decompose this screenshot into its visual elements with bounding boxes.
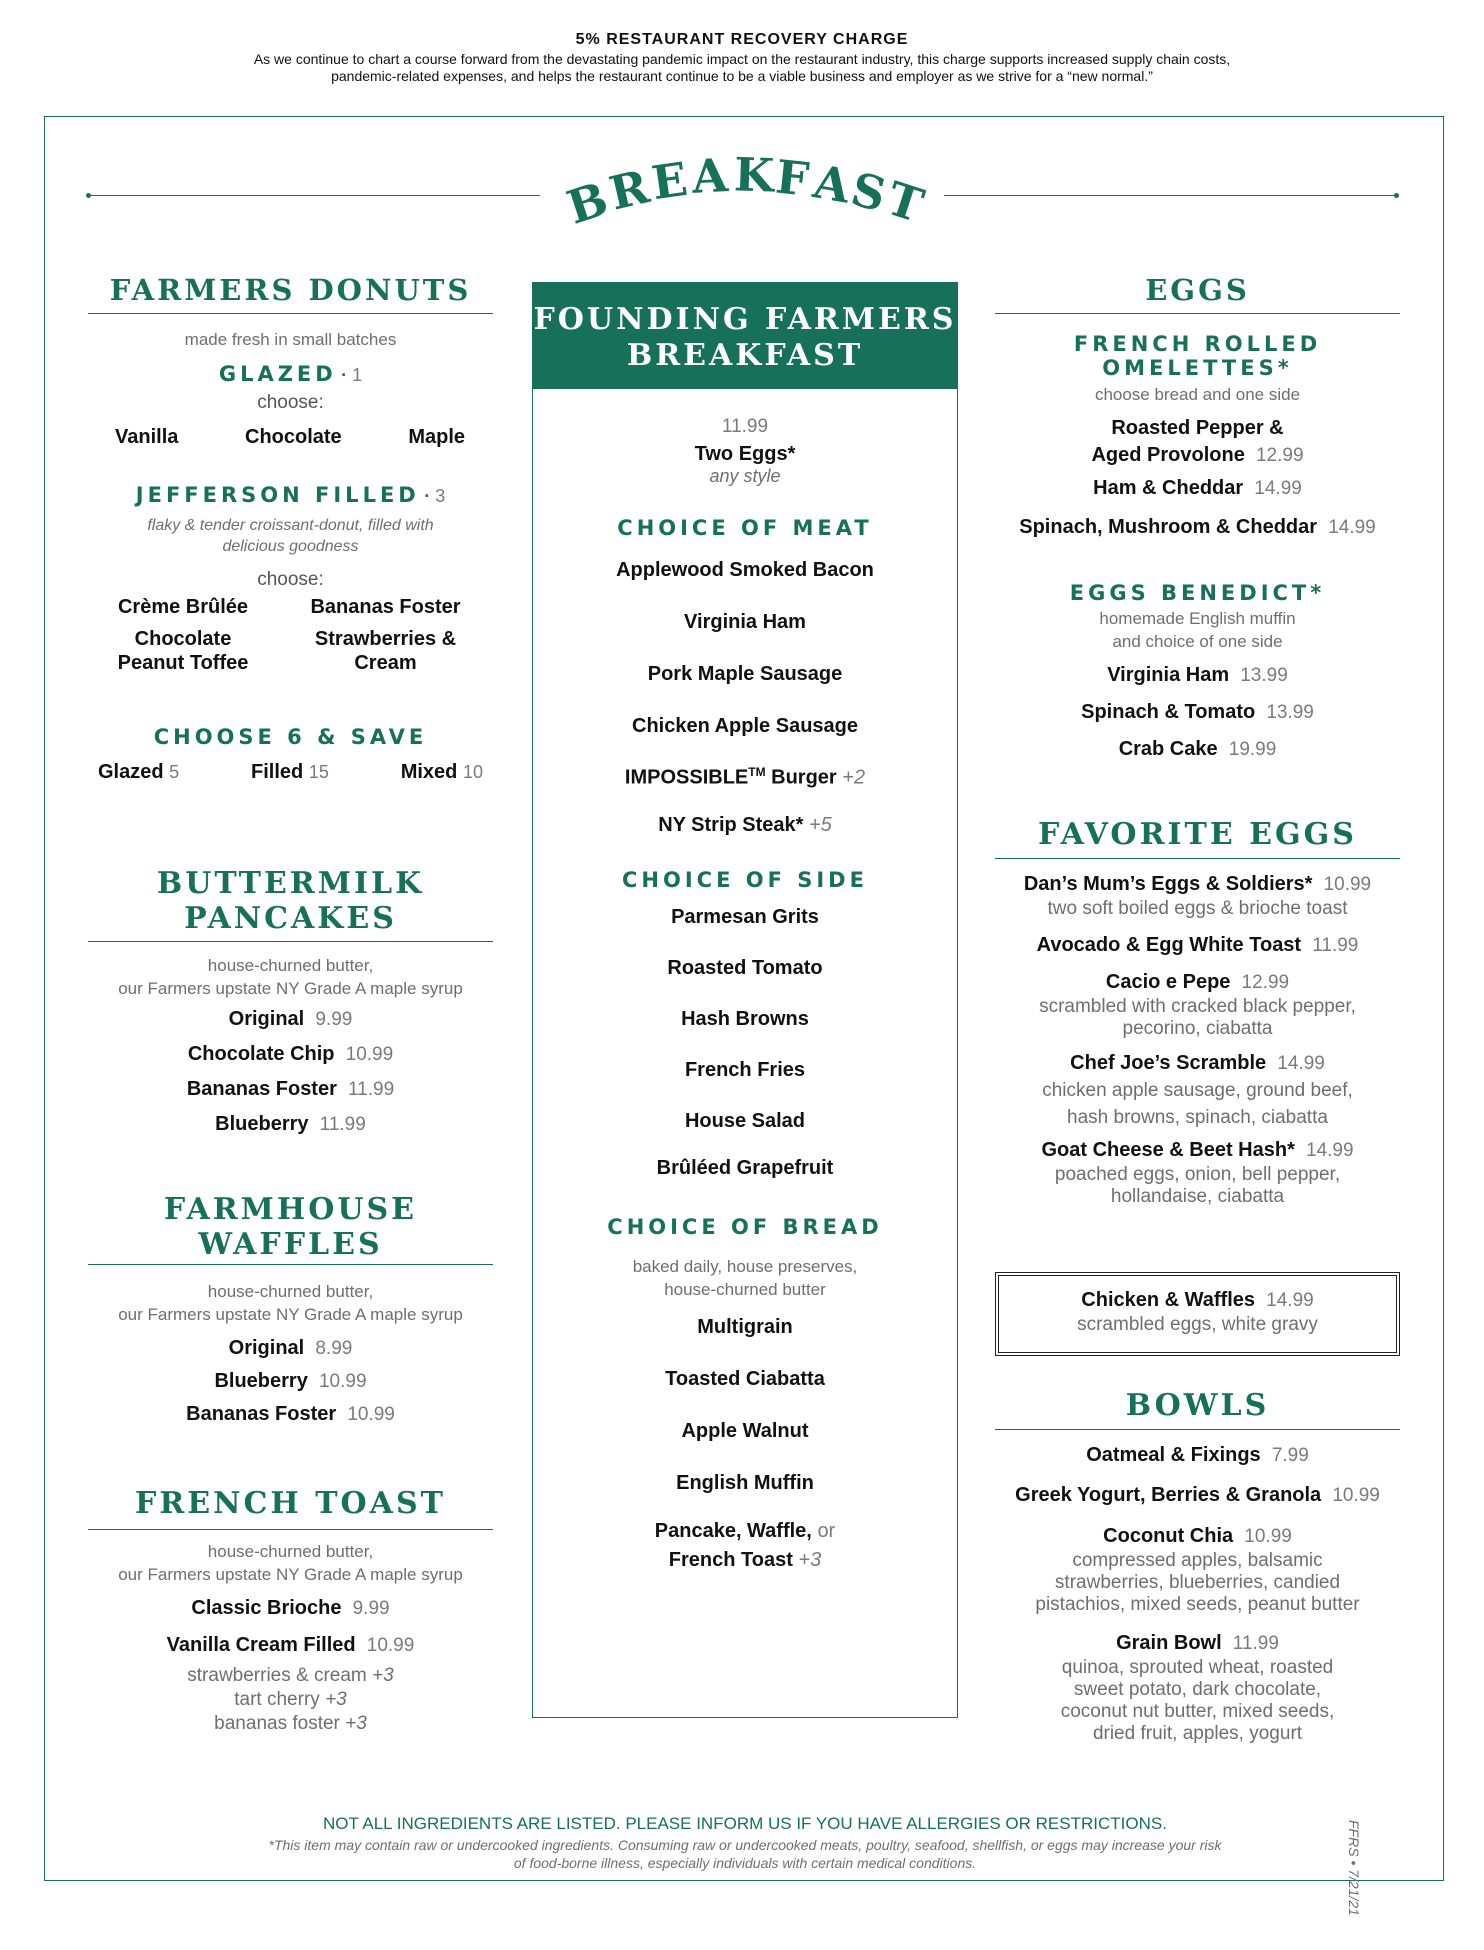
bowl-price: 11.99 [1232,1633,1279,1654]
side-item: French Fries [684,1058,806,1081]
founding-heading1: FOUNDING FARMERS [533,302,957,337]
waffles-desc2: our Farmers upstate NY Grade A maple syrup [118,1305,463,1324]
bowl-desc: quinoa, sprouted wheat, roasted [1061,1657,1334,1678]
warning-line2: of food-borne illness, especially individuals with certain medical conditions. [513,1855,977,1871]
waffles-desc1: house-churned butter, [207,1282,374,1301]
pancakes-rule [88,941,493,942]
eggs-rule [995,313,1400,314]
omelette-sub: choose bread and one side [1094,385,1301,404]
benedict-heading: EGGS BENEDICT* [1069,581,1326,605]
meat-item: Chicken Apple Sausage [632,715,858,737]
pancake-price: 11.99 [319,1114,366,1135]
waffles-section [88,1192,493,1431]
eggs-section [995,270,1400,768]
meat-item: Applewood Smoked Bacon [616,559,874,581]
omelette-price: 14.99 [1254,478,1302,499]
bowl-price: 10.99 [1244,1526,1292,1547]
bread-last2: French Toast [668,1548,793,1571]
chicken-waffles-box [995,1272,1400,1356]
bowl-item: Coconut Chia [1103,1525,1234,1547]
glazed-flavor: Vanilla [115,426,179,448]
bowl-price: 10.99 [1332,1485,1380,1506]
favorite-price: 14.99 [1277,1053,1325,1074]
omelette-heading1: FRENCH ROLLED [1073,332,1322,356]
waffle-item: Bananas Foster [186,1403,337,1425]
omelette-item: Roasted Pepper & [1111,417,1284,439]
meat-item: Pork Maple Sausage [647,663,843,685]
french-toast-addon: tart cherry [234,1689,320,1710]
french-toast-desc1: house-churned butter, [207,1542,374,1561]
omelette-item: Aged Provolone [1091,444,1245,466]
impossible-tm: TM [748,765,766,779]
favorite-desc: pecorino, ciabatta [1122,1018,1273,1039]
addon-price: +3 [325,1689,347,1710]
title-letter: S [845,161,892,223]
pancakes-heading2: PANCAKES [184,901,397,936]
benedict-sub2: and choice of one side [1112,632,1283,651]
bread-desc2: house-churned butter [664,1279,826,1299]
french-toast-price: 10.99 [366,1635,415,1656]
pancake-price: 11.99 [348,1079,395,1100]
title-dot-left [86,193,91,198]
founding-heading [532,282,958,389]
recovery-charge-note [0,31,1484,85]
favorite-rule [995,858,1400,859]
title-letter: R [604,159,654,221]
donuts-section: FARMERS DONUTS made fresh in small batches GLAZED · 1 choose: Vanilla Chocolate Maple JEFFERSON FILLED · 3 flaky & tender croissant-donut, filled with delicious goodness choose: Crème Brûlée Chocolate Peanut Toffee Bananas Foster Strawberries & Cream CHOOSE 6 & SAVE Glazed 5 Filled 15 Mixed 10 [88,270,493,784]
favorite-desc: hash browns, spinach, ciabatta [1067,1107,1328,1128]
title-letter: T [880,171,930,233]
pancakes-desc2: our Farmers upstate NY Grade A maple syrup [118,979,463,998]
side-item: Hash Browns [681,1007,809,1030]
favorite-desc: hollandaise, ciabatta [1110,1186,1285,1207]
side-item: Parmesan Grits [671,905,819,928]
filled-price: 3 [435,486,446,506]
bread-item: Toasted Ciabatta [665,1367,825,1390]
favorite-item: Dan’s Mum’s Eggs & Soldiers* [1023,873,1313,895]
save-label: CHOOSE 6 & SAVE [153,725,428,749]
pancakes-heading1: BUTTERMILK [156,866,425,901]
bowl-desc: pistachios, mixed seeds, peanut butter [1035,1594,1360,1615]
donuts-sub: made fresh in small batches [184,330,397,349]
title-rule-left [88,195,540,196]
meat-heading: CHOICE OF MEAT [617,516,873,540]
pancake-price: 10.99 [345,1044,394,1065]
favorite-price: 11.99 [1312,935,1359,956]
favorite-item: Cacio e Pepe [1105,971,1231,993]
favorite-heading: FAVORITE EGGS [1038,817,1357,852]
donuts-rule [88,313,493,314]
french-toast-item: Vanilla Cream Filled [166,1634,356,1656]
bowl-price: 7.99 [1271,1445,1309,1466]
side-heading: CHOICE OF SIDE [622,867,868,892]
impossible-price: +2 [842,766,866,789]
omelette-heading2: OMELETTES* [1102,356,1293,380]
bread-last1: Pancake, Waffle, [654,1519,812,1542]
bowl-desc: coconut nut butter, mixed seeds, [1060,1701,1335,1722]
glazed-choose: choose: [257,392,324,413]
filled-desc2: delicious goodness [222,538,359,555]
side-item: Brûléed Grapefruit [656,1156,834,1179]
favorite-price: 14.99 [1306,1140,1354,1161]
bowl-item: Oatmeal & Fixings [1086,1444,1261,1466]
waffle-price: 10.99 [347,1404,395,1425]
steak-price: +5 [809,813,832,836]
french-toast-section [88,1486,493,1736]
chicken-waffles-item: Chicken & Waffles [1081,1289,1256,1311]
omelette-item: Spinach, Mushroom & Cheddar [1019,516,1318,538]
title-dot-right [1394,193,1399,198]
bowl-desc: sweet potato, dark chocolate, [1073,1679,1322,1700]
benedict-price: 13.99 [1266,702,1314,723]
favorite-item: Chef Joe’s Scramble [1070,1052,1267,1074]
founding-style: any style [709,466,781,486]
favorite-desc: poached eggs, onion, bell pepper, [1054,1164,1341,1185]
waffles-heading1: FARMHOUSE [163,1192,418,1227]
save-price: 10 [462,762,483,782]
bowl-desc: strawberries, blueberries, candied [1054,1572,1341,1593]
save-item: Glazed [98,761,164,783]
omelette-price: 14.99 [1328,517,1376,538]
favorite-price: 12.99 [1241,972,1290,993]
glazed-flavor: Maple [408,426,465,448]
founding-heading2: BREAKFAST [626,338,864,373]
filled-flavor: Chocolate [134,628,232,650]
bread-item: Multigrain [697,1315,793,1338]
french-toast-price: 9.99 [352,1598,390,1619]
title-letter: A [809,154,855,214]
meat-item: Virginia Ham [684,611,806,633]
chicken-waffles-price: 14.99 [1266,1290,1314,1311]
filled-flavor: Bananas Foster [310,596,461,618]
warning-line1: *This item may contain raw or undercooked ingredients. Consuming raw or undercooked meats, poultry, seafood, shellfish, or eggs may increase your risk [268,1837,1222,1853]
waffle-price: 8.99 [315,1338,353,1359]
benedict-price: 19.99 [1228,739,1277,760]
glazed-flavor: Chocolate [245,426,342,448]
favorite-price: 10.99 [1323,874,1372,895]
pancake-price: 9.99 [315,1009,353,1030]
bowl-item: Greek Yogurt, Berries & Granola [1015,1484,1322,1506]
benedict-item: Spinach & Tomato [1081,701,1256,723]
steak-item: NY Strip Steak* [658,813,804,836]
waffle-price: 10.99 [318,1371,367,1392]
bread-desc1: baked daily, house preserves, [632,1256,858,1276]
bowl-item: Grain Bowl [1116,1632,1222,1654]
title-letter: B [560,171,615,235]
benedict-sub1: homemade English muffin [1099,609,1296,628]
save-price: 15 [308,762,329,782]
french-toast-item: Classic Brioche [191,1597,342,1619]
favorite-desc: two soft boiled eggs & brioche toast [1047,898,1348,919]
bread-item: Apple Walnut [681,1419,809,1442]
waffle-item: Original [228,1337,305,1359]
french-toast-desc2: our Farmers upstate NY Grade A maple syrup [118,1565,463,1584]
title-letter: E [648,151,691,211]
favorite-item: Avocado & Egg White Toast [1036,934,1302,956]
impossible-item: IMPOSSIBLE [624,766,749,789]
benedict-item: Virginia Ham [1107,664,1230,686]
addon-price: +3 [372,1665,394,1686]
filled-flavor: Cream [354,652,417,674]
filled-flavor: Crème Brûlée [117,596,249,618]
french-toast-heading: FRENCH TOAST [135,1486,446,1521]
benedict-price: 13.99 [1240,665,1288,686]
founding-price: 11.99 [721,416,769,437]
waffles-heading2: WAFFLES [198,1227,383,1262]
bread-last2-price: +3 [798,1548,822,1571]
title-letter: A [690,148,730,204]
filled-label: JEFFERSON FILLED [135,483,420,507]
footer [60,1814,1430,1872]
bread-last1-or: or [817,1519,836,1542]
filled-flavor: Peanut Toffee [117,652,249,674]
bread-item: English Muffin [676,1471,814,1494]
pancakes-section [88,866,493,1142]
favorite-section [995,815,1400,1208]
glazed-label: GLAZED [218,362,337,386]
save-price: 5 [169,762,180,782]
benedict-item: Crab Cake [1118,738,1218,760]
filled-desc1: flaky & tender croissant-donut, filled with [147,517,434,534]
founding-body [532,416,958,1575]
french-toast-rule [88,1529,493,1530]
recovery-charge-title: 5% RESTAURANT RECOVERY CHARGE [575,31,909,48]
save-item: Mixed [400,761,458,783]
omelette-item: Ham & Cheddar [1093,477,1244,499]
waffle-item: Blueberry [214,1370,308,1392]
pancake-item: Original [228,1008,305,1030]
glazed-price: 1 [352,365,363,385]
bowls-heading: BOWLS [1125,1388,1270,1423]
waffles-rule [88,1264,493,1265]
bowls-rule [995,1429,1400,1430]
title-rule-right [944,195,1396,196]
recovery-charge-line1: As we continue to chart a course forward from the devastating pandemic impact on the restaurant industry, this charge supports increased supply chain costs, [253,51,1231,67]
donuts-heading: FARMERS DONUTS [109,273,472,307]
eggs-heading: EGGS [1145,273,1250,307]
bread-heading: CHOICE OF BREAD [607,1214,883,1239]
pancake-item: Chocolate Chip [187,1043,335,1065]
french-toast-addon: strawberries & cream [187,1665,367,1686]
save-item: Filled [251,761,304,783]
title-letter: K [733,147,775,203]
pancakes-desc1: house-churned butter, [207,956,374,975]
filled-flavor: Strawberries & [314,628,457,650]
recovery-charge-line2: pandemic-related expenses, and helps the restaurant continue to be a viable business and employer as we strive for a “new normal.” [331,68,1153,84]
impossible-rest: Burger [765,766,837,789]
addon-price: +3 [345,1713,367,1734]
favorite-item: Goat Cheese & Beet Hash* [1041,1139,1295,1161]
pancake-item: Bananas Foster [186,1078,337,1100]
favorite-desc: chicken apple sausage, ground beef, [1042,1080,1353,1101]
side-item: Roasted Tomato [667,956,823,979]
founding-eggs: Two Eggs* [694,443,796,465]
favorite-desc: scrambled with cracked black pepper, [1039,996,1356,1017]
allergy-notice: NOT ALL INGREDIENTS ARE LISTED. PLEASE INFORM US IF YOU HAVE ALLERGIES OR RESTRICTIONS. [323,1814,1167,1833]
bowl-desc: compressed apples, balsamic [1072,1550,1323,1571]
omelette-price: 12.99 [1255,445,1304,466]
pancake-item: Blueberry [215,1113,309,1135]
french-toast-addon: bananas foster [214,1713,340,1734]
bowl-desc: dried fruit, apples, yogurt [1092,1723,1303,1744]
chicken-waffles-desc: scrambled eggs, white gravy [1077,1314,1318,1335]
title-letter: F [773,149,812,207]
filled-choose: choose: [257,569,324,590]
print-code: FFRS • 7/21/21 [1346,1820,1362,1916]
side-item: House Salad [684,1109,806,1132]
bowls-section [995,1386,1400,1745]
